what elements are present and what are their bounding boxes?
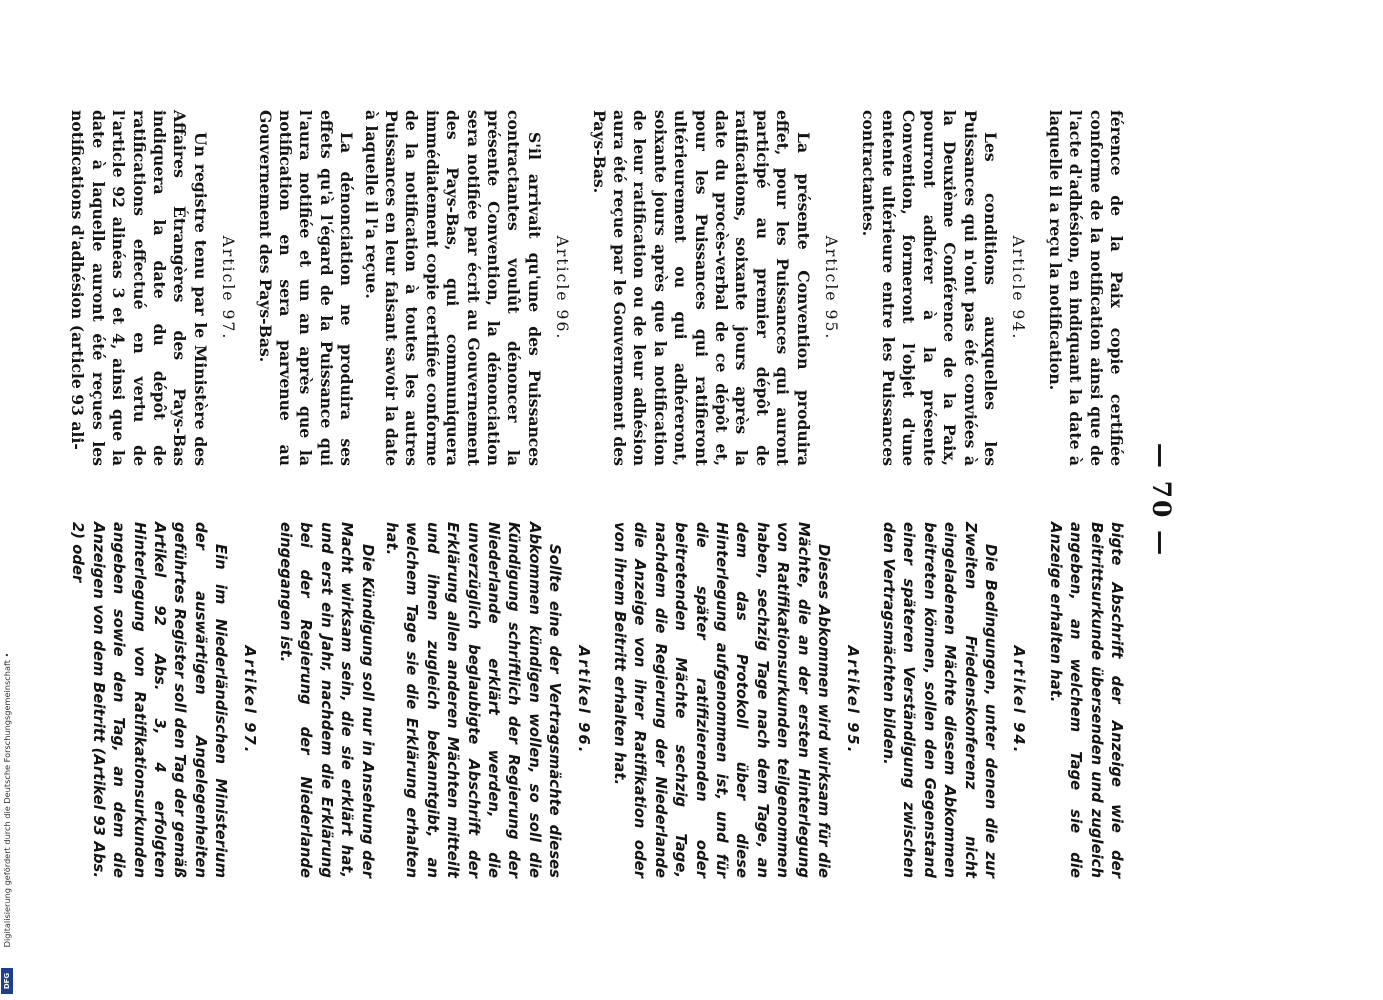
french-article-94-heading: Article 94. [1009, 235, 1028, 341]
french-article-96-text-2: La dénonciation ne produira ses effets qu'à l'égard de la Puissance qui l'aura notifiée et un an après que la notification en sera parvenue au Gouvernement des Pays-Bas. [255, 110, 357, 466]
german-article-94-text: Die Bedingungen, unter denen die zur Zweiten Friedenskonferenz nicht eingeladenen Mächte diesem Abkommen beitreten können, sollen den Gegenstand einer späteren Verständigung zwischen den Vertragsmächten bilden. [879, 522, 999, 878]
german-article-96-text-2: Die Kündigung soll nur in Ansehung der Macht wirksam sein, die sie erklärt hat, und erst ein Jahr, nachdem die Erklärung bei der Regierung der Niederlande eingegangen ist. [276, 522, 376, 878]
german-article-96-text-1: Sollte eine der Vertragsmächte dieses Abkommen kündigen wollen, so soll die Kündigung schriftlich der Regierung der Niederlande erklärt werden, die unverzüglich beglaubigte Abschrift der Erklärung allen anderen Mächten mitteilt und ihnen zugleich bekanntgibt, an welchem Tage sie die Erklärung erhalten hat. [383, 522, 564, 878]
french-article-96-text-1: S'il arrivait qu'une des Puissances contractantes voulût dénoncer la présente Convention, la dénonciation sera notifiée par écrit au Gouvernement des Pays-Bas, qui communiquera immédiatement copie certifiée conforme de la notification à toutes les autres Puissances en leur faisant savoir la date à laquelle il l'a reçue. [361, 110, 544, 466]
french-column [63, 110, 1126, 466]
french-article-96-heading: Article 96. [553, 235, 572, 341]
french-article-97-text: Un registre tenu par le Ministère des Affaires Étrangères des Pays-Bas indiquera la date du dépôt de ratifications effectué en vertu de l'article 92 alinéas 3 et 4, ainsi que la date à laquelle auront été reçues les notifications d'adhésion (article 93 ali- [68, 110, 210, 466]
french-article-94-text: Les conditions auxquelles les Puissances qui n'ont pas été conviées à la Deuxième Conférence de la Paix, pourront adhérer à la présente Convention, formeront l'objet d'une entente ultérieure entre les Puissances contractantes. [858, 110, 1000, 466]
page-number: — 70 — [1147, 442, 1176, 558]
german-article-95-text: Dieses Abkommen wird wirksam für die Mächte, die an der ersten Hinterlegung von Ratifikationsurkunden teilgenommen haben, sechzig Tage nach dem Tage, an dem das Protokoll über diese Hinterlegung aufgenommen ist, und für die später ratifizierenden oder beitretenden Mächte sechzig Tage, nachdem die Regierung der Niederlande die Anzeige von ihrer Ratifikation oder von ihrem Beitritt erhalten hat. [611, 522, 833, 878]
german-intro: bigte Abschrift der Anzeige wie der Beitrittsurkunde übersenden und zugleich angeben, an welchem Tage sie die Anzeige erhalten hat. [1046, 522, 1125, 878]
french-article-95-heading: Article 95. [822, 235, 841, 341]
german-article-97-text: Ein im Niederländischen Ministerium der auswärtigen Angelegenheiten geführtes Register soll den Tag der gemäß Artikel 92 Abs. 3, 4 erfolgten Hinterlegung von Ratifikationsurkunden angeben sowie den Tag, an dem die Anzeigen von dem Beitritt (Artikel 93 Abs. 2) oder [69, 522, 230, 878]
dfg-logo [1, 968, 13, 994]
german-column [63, 522, 1126, 878]
digitization-note: Digitalisierung gefördert durch die Deutsche Forschungsgemeinschaft • [2, 652, 12, 948]
french-article-97-heading: Article 97. [219, 235, 238, 341]
dfg-logo-text: DFG [3, 972, 11, 990]
document-page [0, 90, 1182, 910]
german-article-97-heading: Artikel 97. [240, 645, 258, 755]
german-article-96-heading: Artikel 96. [574, 645, 592, 755]
german-article-95-heading: Artikel 95. [843, 645, 861, 755]
german-article-94-heading: Artikel 94. [1010, 645, 1028, 755]
french-article-95-text: La présente Convention produira effet, pour les Puissances qui auront participé au premier dépôt de ratifications, soixante jours après la date du procès-verbal de ce dépôt et, pour les Puissances qui ratifieront ultérieurement ou qui adhéreront, soixante jours après que la notification de leur ratification ou de leur adhésion aura été reçue par le Gouvernement des Pays-Bas. [589, 110, 813, 466]
digitization-footer [2, 605, 12, 995]
french-intro: férence de la Paix copie certifiée conforme de la notification ainsi que de l'acte d'adhésion, en indiquant la date à laquelle il a reçu la notification. [1045, 110, 1126, 466]
